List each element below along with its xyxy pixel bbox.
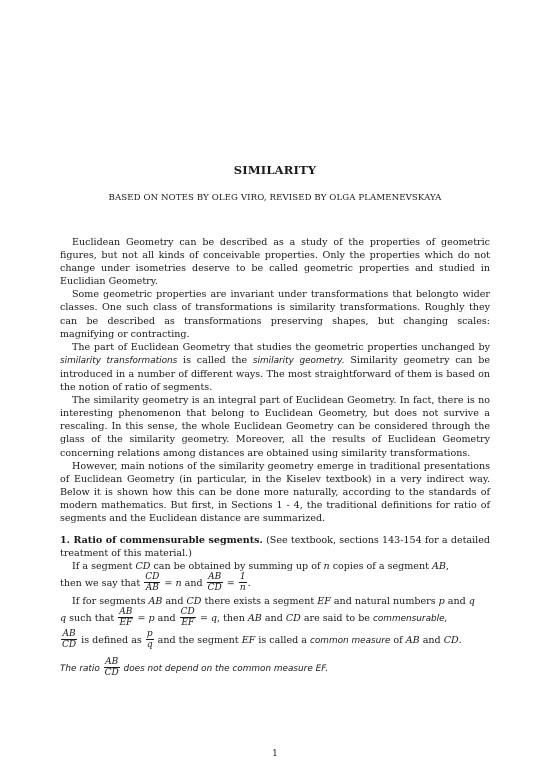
paragraph-3: The part of Euclidean Geometry that studies the geometric properties unchanged by similarity transformations is called the similarity geometry. Similarity geometry can be introduced in a number of different ways. The most straightforward of them is based on the notion of ratio of segments. xyxy=(60,341,490,394)
fraction-p-q: $\frac{p}{q}$ xyxy=(146,629,153,651)
definition-ratio-formula: then we say that $\frac{CD}{AB}$ = n and $\frac{AB}{CD}$ = $\frac{1}{n}$ . xyxy=(60,572,251,594)
fraction-ab-ef: $\frac{AB}{EF}$ xyxy=(119,607,133,629)
paragraph-2: Some geometric properties are invariant under transformations that belongto wider classes. One such class of transformations is similarity transformations. Roughly they can be described as transformations preserving shapes, but changing scales: magnifying or contracting. xyxy=(60,289,490,340)
term-commensurable: commensurable, xyxy=(373,614,448,625)
fraction-cd-ab: $\frac{CD}{AB}$ xyxy=(145,572,160,594)
definition-common-measure: $\frac{AB}{CD}$ is defined as $\frac{p}{q}$ and the segment EF is called a common measure of AB and CD. xyxy=(62,629,462,651)
fraction-ab-cd-3: $\frac{AB}{CD}$ xyxy=(104,657,119,679)
definition-commensurable-formula: q such that $\frac{AB}{EF}$ = p and $\frac{CD}{EF}$ = q, then AB and CD are said to be commensurable, xyxy=(60,607,448,629)
term-similarity-geometry: similarity geometry. xyxy=(252,355,345,366)
fraction-1-n: $\frac{1}{n}$ xyxy=(239,572,246,594)
paragraph-5: However, main notions of the similarity geometry emerge in traditional presentations of Euclidean Geometry (in particular, in the Kiselev textbook) in a very indirect way. Below it is shown how this can be done more naturally, according to the standards of modern mathematics. But first, in Sections 1 - 4, the traditional definitions for ratio of segments and the Euclidean distance are summarized. xyxy=(60,460,490,524)
paragraph-1: Euclidean Geometry can be described as a study of the properties of geometric figures, but not all kinds of conceivable properties. Only the properties which do not change under isometries deserve to be called geometric properties and studied in Euclidian Geometry. xyxy=(60,237,490,288)
fraction-ab-cd: $\frac{AB}{CD}$ xyxy=(207,572,222,594)
section-1-heading: 1. Ratio of commensurable segments. (See textbook, sections 143-154 for a detailed treatment of this material.) xyxy=(60,535,490,560)
definition-commensurable: If for segments AB and CD there exists a segment EF and natural numbers p and q xyxy=(72,596,475,608)
definition-ratio-integer: If a segment CD can be obtained by summing up of n copies of a segment AB, xyxy=(72,561,449,573)
document-subtitle: BASED ON NOTES BY OLEG VIRO, REVISED BY OLGA PLAMENEVSKAYA xyxy=(108,193,442,203)
document-body xyxy=(60,236,490,680)
term-common-measure: common measure xyxy=(309,636,391,647)
term-similarity-transformations: similarity transformations xyxy=(60,355,178,366)
paragraph-4: The similarity geometry is an integral part of Euclidean Geometry. In fact, there is no interesting phenomenon that belong to Euclidean Geometry, but does not survive a rescaling. In this sense, the whole Euclidean Geometry can be considered through the glass of the similarity geometry. Moreover, all the results of Euclidean Geometry concerning relations among distances are obtained using similarity transformations. xyxy=(60,395,490,459)
document-title: SIMILARITY xyxy=(233,163,317,177)
fraction-ab-cd-2: $\frac{AB}{CD}$ xyxy=(62,629,77,651)
fraction-cd-ef: $\frac{CD}{EF}$ xyxy=(180,607,195,629)
page-number: 1 xyxy=(272,749,278,759)
theorem-ratio-independence: The ratio $\frac{AB}{CD}$ does not depend on the common measure EF. xyxy=(60,657,329,679)
